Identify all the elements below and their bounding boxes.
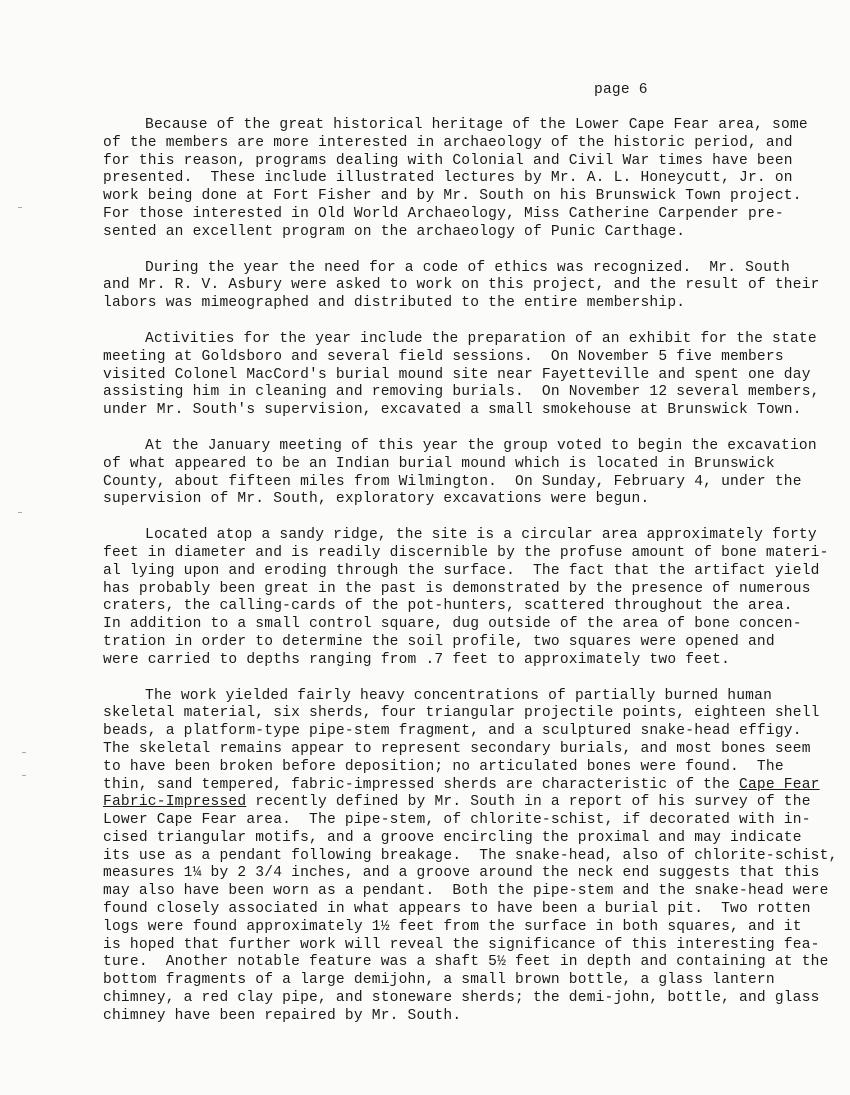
text-line: During the year the need for a code of ethics was recognized. Mr. South [145,259,790,276]
text-line: logs were found approximately 1½ feet from the surface in both squares, and it [103,918,802,935]
text-line: bottom fragments of a large demijohn, a small brown bottle, a glass lantern [103,972,775,989]
body-text [103,117,838,1044]
text-line: were carried to depths ranging from .7 feet to approximately two feet. [103,651,731,668]
text-line: labors was mimeographed and distributed to the entire membership. [103,295,686,312]
text-line: assisting him in cleaning and removing burials. On November 12 several members, [103,384,820,401]
margin-mark [22,752,26,753]
text-line: supervision of Mr. South, exploratory excavations were begun. [103,491,650,508]
text-line: work being done at Fort Fisher and by Mr. South on his Brunswick Town project. [103,188,802,205]
text-line: skeletal material, six sherds, four triangular projectile points, eighteen shell [103,705,820,722]
text-line: chimney have been repaired by Mr. South. [103,1007,462,1024]
text-line: tration in order to determine the soil profile, two squares were opened and [103,633,775,650]
text-line: At the January meeting of this year the group voted to begin the excavation [145,437,817,454]
text-line: measures 1¼ by 2 3/4 inches, and a groove around the neck end suggests that this [103,865,820,882]
text-line: under Mr. South's supervision, excavated a small smokehouse at Brunswick Town. [103,402,802,419]
text-line: for this reason, programs dealing with Colonial and Civil War times have been [103,152,793,169]
text-line: found closely associated in what appears to have been a burial pit. Two rotten [103,901,811,918]
text-line: is hoped that further work will reveal the significance of this interesting fea- [103,936,820,953]
text-line: In addition to a small control square, dug outside of the area of bone concen- [103,616,802,633]
paragraph-code-of-ethics [103,259,820,313]
text-line: ture. Another notable feature was a shaft 5½ feet in depth and containing at the [103,954,829,971]
text-line: of what appeared to be an Indian burial mound which is located in Brunswick [103,455,775,472]
paragraph-january-meeting [103,437,817,509]
text-line: al lying upon and eroding through the surface. The fact that the artifact yield [103,562,820,579]
text-line: Because of the great historical heritage of the Lower Cape Fear area, some [145,117,808,133]
paragraph-historic-interest [103,117,808,242]
margin-mark [18,512,22,513]
paragraph-site-description [103,527,829,669]
text-line: County, about fifteen miles from Wilmington. On Sunday, February 4, under the [103,473,802,490]
margin-mark [22,775,26,776]
text-line: chimney, a red clay pipe, and stoneware sherds; the demi-john, bottle, and glass [103,990,820,1007]
text-line: Located atop a sandy ridge, the site is a circular area approximately forty [145,527,817,544]
page-number: page 6 [594,82,648,98]
text-line: to have been broken before deposition; no articulated bones were found. The [103,758,784,775]
text-line: craters, the calling-cards of the pot-hunters, scattered throughout the area. [103,598,793,615]
text-line: of the members are more interested in archaeology of the historic period, and [103,134,793,151]
text-line: feet in diameter and is readily discernible by the profuse amount of bone materi- [103,544,829,561]
margin-mark [18,207,22,208]
text-line: has probably been great in the past is demonstrated by the presence of numerous [103,580,811,597]
text-line: Activities for the year include the preparation of an exhibit for the state [145,330,817,347]
text-line: The skeletal remains appear to represent secondary burials, and most bones seem [103,740,811,757]
text-line: meeting at Goldsboro and several field sessions. On November 5 five members [103,348,784,365]
paragraph-findings [103,687,838,1026]
text-line: thin, sand tempered, fabric-impressed sherds are characteristic of the Cape Fear [103,776,820,793]
text-line: For those interested in Old World Archaeology, Miss Catherine Carpender pre- [103,205,784,222]
text-line: presented. These include illustrated lectures by Mr. A. L. Honeycutt, Jr. on [103,170,793,187]
text-line: may also have been worn as a pendant. Both the pipe-stem and the snake-head were [103,883,829,900]
underlined-type-name: Cape Fear [739,776,820,793]
paragraph-activities [103,330,820,420]
text-line: sented an excellent program on the archaeology of Punic Carthage. [103,223,686,240]
text-line: visited Colonel MacCord's burial mound site near Fayetteville and spent one day [103,366,811,383]
text-line: Lower Cape Fear area. The pipe-stem, of chlorite-schist, if decorated with in- [103,812,811,829]
text-line: beads, a platform-type pipe-stem fragment, and a sculptured snake-head effigy. [103,723,802,740]
text-line: The work yielded fairly heavy concentrations of partially burned human [145,687,773,704]
text-line: Fabric-Impressed recently defined by Mr. South in a report of his survey of the [103,794,811,811]
text-line: cised triangular motifs, and a groove encircling the proximal and may indicate [103,829,802,846]
text-line: and Mr. R. V. Asbury were asked to work on this project, and the result of their [103,277,820,294]
text-line: its use as a pendant following breakage. The snake-head, also of chlorite-schist, [103,847,838,864]
underlined-type-name: Fabric-Impressed [103,794,247,811]
